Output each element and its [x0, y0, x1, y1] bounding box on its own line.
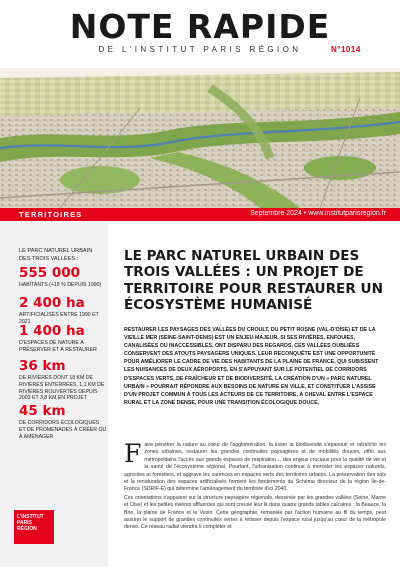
logo-line: L'INSTITUT: [17, 514, 44, 520]
stat-rivers: [19, 359, 107, 402]
date-and-website: Septembre 2024 • www.institutparisregion.fr: [250, 210, 386, 217]
stat-label: DE RIVIÈRES DONT 18 KM DE RIVIÈRES ENTERRÉES, 1,1 KM DE RIVIÈRES ROUVERTES DEPUIS 2003 ET 3,8 KM EN PROJET: [19, 375, 105, 402]
body-paragraph: Ces orientations s'appuient sur la structure paysagère régionale, dessinée par les grandes vallées (Seine, Marne et Oise) et les petites rivières affluentes qui sont creusé leur lit dans quatre grands tables calcaires : la Beauce, la Brie, la plaine de France et le Vexin. Cette géographie, remaniée par l'action humaine au fil du temps, peut assurer le support de grandes continuités vertes à retisser depuis l'espace rural jusqu'au cœur de la métropole dense. Ce réseau radial viendra ti compléter et: [124, 494, 386, 531]
body-paragraph: [124, 439, 386, 494]
paragraph-text: aire pénétrer la nature au cœur de l'agglomération, la lisser la biodiversité s'épanouir et rafraîchir les zones urbaines, restaurer les grandes continuités paysagères et de mobilités douces, offrir aux métropolitains l'accès aux grands espaces de respiration… des enjeux cruciaux pour la qualité de vie et la santé de l'écosystème régional. Pourtant, l'urbanisation continue à morceler les espaces naturels, agricoles et forestiers, et aggrave les carences en espaces verts des territoires urbains. La préservation des sols et la renaturation des espaces artificialisés forment les fondements du Schéma directeur de la région Île-de-France (SDRIF-E) qui détermine l'aménagement du territoire d'ici 2040.: [124, 442, 386, 493]
masthead: [0, 0, 400, 70]
stat-value: 36 km: [19, 358, 66, 374]
stat-inhabitants: [19, 266, 107, 289]
logo-line: PARIS: [17, 520, 32, 527]
hero-illustration: [0, 68, 400, 208]
article-headline: LE PARC NATUREL URBAIN DES TROIS VALLÉES : UN PROJET DE TERRITOIRE POUR RESTAURER UN ÉCOSYSTÈME HUMANISÉ: [124, 248, 383, 314]
stat-corridors: [19, 404, 107, 440]
stat-value: 2 400 ha: [19, 295, 85, 311]
stat-label: ARTIFICIALISÉS ENTRE 1990 ET 2021: [19, 312, 99, 325]
section-label: TERRITOIRES: [19, 210, 83, 219]
drop-cap: F: [124, 439, 142, 468]
aerial-landscape-drawing: [0, 68, 400, 208]
publication-title: NOTE RAPIDE: [69, 7, 331, 46]
institut-paris-region-logo: [14, 510, 54, 544]
publication-subtitle: DE L'INSTITUT PARIS RÉGION: [98, 45, 302, 54]
article-lead: RESTAURER LES PAYSAGES DES VALLÉES DU CROULT, DU PETIT ROSNE (VAL-D'OISE) ET DE LA VIEILLE MER (SEINE-SAINT-DENIS) EST UN ENJEU MAJEUR. SI SES RIVIÈRES, ENFOUIES, CANALISÉES OU INACCESSIBLES, ONT DISPARU DES REGARDS, CES VALLÉES OUBLIÉES CONSERVENT DES ATOUTS PAYSAGERS UNIQUES. LEUR RECONQUÊTE EST UNE OPPORTUNITÉ POUR AMÉLIORER LE CADRE DE VIE DES HABITANTS DE LA PLAINE DE FRANCE, QUI SUBISSENT LES NUISANCES DE DEUX AÉROPORTS. EN S'APPUYANT SUR LE POTENTIEL DE CORRIDORS D'ESPACES VERTS, DE FRAÎCHEUR ET DE BIODIVERSITÉ, LA CRÉATION D'UN « PARC NATUREL URBAIN » POURRAIT RÉPONDRE AUX BESOINS DE NATURE EN VILLE, ET CONSTITUER L'ASSISE D'UN PROJET COMMUN À TOUS LES ACTEURS DE CE TERRITOIRE, À CHEVAL ENTRE L'ESPACE RURAL ET LA ZONE DENSE, POUR UNE TRANSITION ÉCOLOGIQUE DOUCE.: [124, 327, 379, 406]
issue-number: N°1014: [331, 45, 361, 54]
logo-line: RÉGION: [17, 526, 37, 533]
stat-label: DE CORRIDORS ÉCOLOGIQUES ET DE PROMENADES À CRÉER OU À AMÉNAGER: [19, 420, 107, 440]
article-body: [124, 439, 386, 533]
section-band: [0, 208, 400, 221]
sidebar-intro: LE PARC NATUREL URBAIN DES TROIS VALLÉES :: [19, 248, 93, 262]
stat-value: 45 km: [19, 403, 66, 419]
stat-value: 555 000: [19, 265, 81, 281]
stat-artificialised: [19, 296, 107, 326]
stat-label: D'ESPACES DE NATURE À PRÉSERVER ET À RESTAURER: [19, 340, 97, 353]
stat-nature-spaces: [19, 324, 107, 354]
stat-label: HABITANTS (+18 % DEPUIS 1990): [19, 282, 102, 288]
stat-value: 1 400 ha: [19, 323, 85, 339]
